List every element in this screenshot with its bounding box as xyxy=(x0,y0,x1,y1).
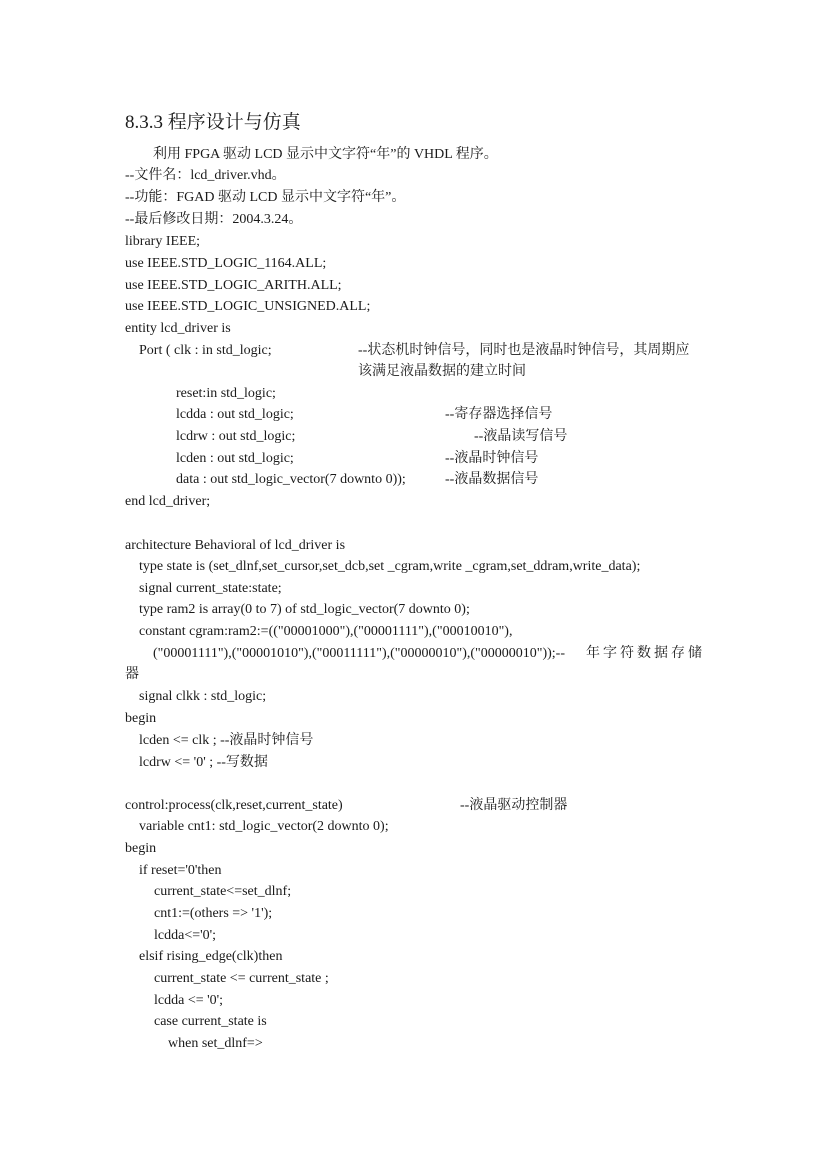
code-line: if reset='0'then xyxy=(139,863,222,878)
code-comment: --状态机时钟信号，同时也是液晶时钟信号，其周期应 xyxy=(358,343,690,358)
intro-text: 利用 FPGA 驱动 LCD 显示中文字符“年”的 VHDL 程序。 xyxy=(153,147,498,162)
code-line: reset:in std_logic; xyxy=(176,386,276,401)
code-line: lcdda<='0'; xyxy=(154,928,217,943)
code-comment: --寄存器选择信号 xyxy=(445,407,553,422)
code-line: use IEEE.STD_LOGIC_1164.ALL; xyxy=(125,256,327,271)
code-line: signal clkk : std_logic; xyxy=(139,689,267,704)
code-line: when set_dlnf=> xyxy=(168,1036,263,1051)
code-line: begin xyxy=(125,711,157,726)
code-line: type state is (set_dlnf,set_cursor,set_dcb,set _cgram,write _cgram,set_ddram,write_data); xyxy=(139,559,641,574)
section-heading: 8.3.3 程序设计与仿真 xyxy=(125,112,301,133)
code-comment: --液晶读写信号 xyxy=(474,429,568,444)
code-comment: 器 xyxy=(125,667,139,682)
code-line-justified xyxy=(153,644,705,664)
code-line: entity lcd_driver is xyxy=(125,321,231,336)
code-line: library IEEE; xyxy=(125,234,201,249)
code-comment: --液晶时钟信号 xyxy=(445,451,539,466)
code-line: use IEEE.STD_LOGIC_ARITH.ALL; xyxy=(125,278,342,293)
code-line: current_state <= current_state ; xyxy=(154,971,329,986)
comment-function: --功能：FGAD 驱动 LCD 显示中文字符“年”。 xyxy=(125,190,406,205)
code-comment: --液晶数据信号 xyxy=(445,472,539,487)
code-line: signal current_state:state; xyxy=(139,581,282,596)
code-line: lcden : out std_logic; xyxy=(176,451,294,466)
code-comment: 该满足液晶数据的建立时间 xyxy=(358,364,526,379)
code-line: use IEEE.STD_LOGIC_UNSIGNED.ALL; xyxy=(125,299,371,314)
comment-date: --最后修改日期：2004.3.24。 xyxy=(125,212,303,227)
code-line: case current_state is xyxy=(154,1014,267,1029)
code-line: lcdrw : out std_logic; xyxy=(176,429,296,444)
code-comment: 年字符数据存储 xyxy=(586,646,705,661)
code-line: lcdda <= '0'; xyxy=(154,993,224,1008)
code-line: end lcd_driver; xyxy=(125,494,211,509)
code-line: data : out std_logic_vector(7 downto 0)); xyxy=(176,472,406,487)
code-line: cnt1:=(others => '1'); xyxy=(154,906,273,921)
code-line: constant cgram:ram2:=(("00001000"),("00001111"),("00010010"), xyxy=(139,624,513,639)
code-line: Port ( clk : in std_logic; xyxy=(139,343,272,358)
code-line: lcden <= clk ; --液晶时钟信号 xyxy=(139,733,314,748)
code-line: type ram2 is array(0 to 7) of std_logic_vector(7 downto 0); xyxy=(139,602,470,617)
code-line: begin xyxy=(125,841,157,856)
code-line: architecture Behavioral of lcd_driver is xyxy=(125,538,346,553)
code-line: lcdda : out std_logic; xyxy=(176,407,294,422)
code-line: lcdrw <= '0' ; --写数据 xyxy=(139,755,268,770)
code-line: variable cnt1: std_logic_vector(2 downto 0); xyxy=(139,819,389,834)
comment-filename: --文件名：lcd_driver.vhd。 xyxy=(125,168,286,183)
code-line: control:process(clk,reset,current_state) xyxy=(125,798,343,813)
code-comment: --液晶驱动控制器 xyxy=(460,798,568,813)
code-line: current_state<=set_dlnf; xyxy=(154,884,292,899)
code-line: ("00001111"),("00001010"),("00011111"),("00000010"),("00000010"));-- xyxy=(153,646,566,661)
code-line: elsif rising_edge(clk)then xyxy=(139,949,283,964)
